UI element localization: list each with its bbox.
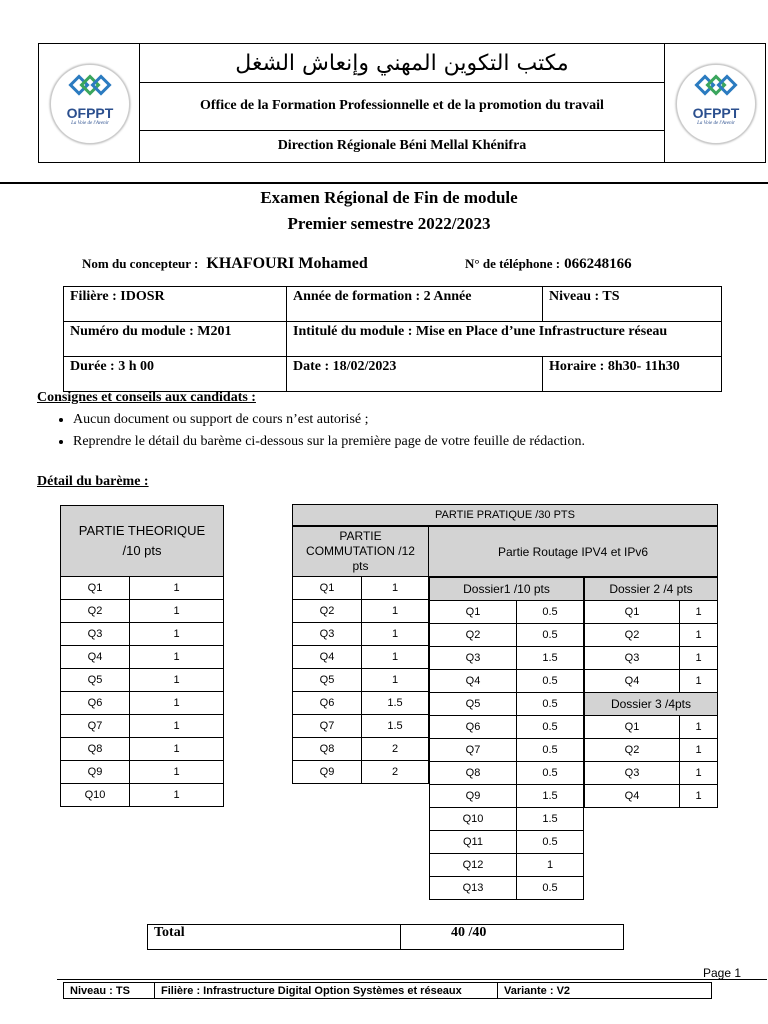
commutation-header: PARTIE COMMUTATION /12 pts: [293, 527, 429, 577]
points-cell: 0.5: [517, 670, 584, 693]
points-cell: 1.5: [517, 647, 584, 670]
footer-filiere: Filière : Infrastructure Digital Option Systèmes et réseaux: [155, 983, 498, 999]
theorique-table: [60, 505, 224, 807]
header-box: [38, 43, 766, 163]
question-cell: Q2: [430, 624, 517, 647]
question-cell: Q1: [61, 577, 130, 600]
total-value: 40 /40: [401, 925, 624, 950]
ofppt-logo-left: [50, 64, 130, 144]
question-cell: Q6: [293, 692, 362, 715]
question-cell: Q2: [585, 739, 680, 762]
logo-right-cell: [664, 44, 765, 162]
question-cell: Q1: [585, 601, 680, 624]
points-cell: 1.5: [517, 808, 584, 831]
table-row: [430, 670, 584, 693]
table-row: [61, 623, 224, 646]
question-cell: Q4: [430, 670, 517, 693]
consignes-list: [35, 409, 585, 453]
question-cell: Q11: [430, 831, 517, 854]
dossier1-header: Dossier1 /10 pts: [430, 578, 584, 601]
table-row: [61, 646, 224, 669]
table-row: [430, 854, 584, 877]
points-cell: 1: [130, 646, 224, 669]
separator-line: [0, 182, 768, 184]
table-row: [430, 693, 584, 716]
table-row: [430, 739, 584, 762]
question-cell: Q1: [293, 577, 362, 600]
consignes-title: Consignes et conseils aux candidats :: [37, 390, 256, 405]
bareme-title: Détail du barème :: [37, 474, 149, 489]
question-cell: Q8: [430, 762, 517, 785]
table-row: [585, 647, 718, 670]
table-row: [430, 808, 584, 831]
module-info-table: [63, 286, 722, 392]
question-cell: Q3: [585, 647, 680, 670]
points-cell: 1: [130, 761, 224, 784]
footer-table: [63, 982, 712, 999]
question-cell: Q1: [430, 601, 517, 624]
points-cell: 1.5: [362, 715, 429, 738]
table-row: [61, 692, 224, 715]
table-row: [430, 647, 584, 670]
points-cell: 0.5: [517, 762, 584, 785]
points-cell: 2: [362, 738, 429, 761]
table-row: [293, 738, 429, 761]
question-cell: Q2: [293, 600, 362, 623]
table-row: [585, 762, 718, 785]
points-cell: 1.5: [517, 785, 584, 808]
horaire-cell: Horaire : 8h30- 11h30: [543, 357, 722, 392]
arabic-title: مكتب التكوين المهني وإنعاش الشغل: [235, 50, 569, 76]
total-label: Total: [148, 925, 401, 950]
filiere-cell: Filière : IDOSR: [64, 287, 287, 322]
table-row: [61, 738, 224, 761]
table-row: [430, 877, 584, 900]
routage-header: Partie Routage IPV4 et IPv6: [429, 526, 718, 577]
points-cell: 1: [130, 784, 224, 807]
question-cell: Q3: [430, 647, 517, 670]
logo-tagline: La Voie de l'Avenir: [71, 121, 109, 126]
question-cell: Q5: [61, 669, 130, 692]
question-cell: Q13: [430, 877, 517, 900]
points-cell: 0.5: [517, 624, 584, 647]
table-row: [61, 600, 224, 623]
question-cell: Q7: [61, 715, 130, 738]
question-cell: Q6: [61, 692, 130, 715]
points-cell: 0.5: [517, 739, 584, 762]
table-row: [293, 646, 429, 669]
logo-tagline: La Voie de l'Avenir: [697, 121, 735, 126]
exam-semester: Premier semestre 2022/2023: [287, 214, 491, 233]
question-cell: Q7: [293, 715, 362, 738]
table-row: [61, 669, 224, 692]
points-cell: 1: [680, 624, 718, 647]
question-cell: Q3: [61, 623, 130, 646]
question-cell: Q8: [293, 738, 362, 761]
table-row: [430, 831, 584, 854]
theorique-header: PARTIE THEORIQUE /10 pts: [61, 506, 224, 577]
logo-text: OFPPT: [66, 105, 114, 121]
office-name: Office de la Formation Professionnelle et de la promotion du travail: [200, 98, 604, 113]
question-cell: Q7: [430, 739, 517, 762]
ofppt-emblem-icon: [51, 69, 129, 109]
points-cell: 0.5: [517, 877, 584, 900]
points-cell: 1: [680, 647, 718, 670]
table-row: [585, 624, 718, 647]
designer-line: [82, 255, 368, 273]
table-row: [293, 623, 429, 646]
ofppt-emblem-icon: [677, 69, 755, 109]
pratique-header: PARTIE PRATIQUE /30 PTS: [292, 504, 718, 526]
total-table: [147, 924, 624, 950]
question-cell: Q8: [61, 738, 130, 761]
numero-cell: Numéro du module : M201: [64, 322, 287, 357]
dossier2-header: Dossier 2 /4 pts: [585, 578, 718, 601]
ofppt-logo-right: [676, 64, 756, 144]
dossier1-table: [429, 577, 584, 900]
points-cell: 1: [130, 600, 224, 623]
designer-label: Nom du concepteur :: [82, 256, 199, 271]
points-cell: 1: [130, 715, 224, 738]
dossier2-table: [584, 577, 718, 808]
question-cell: Q10: [61, 784, 130, 807]
question-cell: Q5: [293, 669, 362, 692]
points-cell: 0.5: [517, 693, 584, 716]
direction-row: [139, 130, 665, 162]
question-cell: Q3: [293, 623, 362, 646]
points-cell: 1: [130, 738, 224, 761]
office-row: [139, 82, 665, 131]
table-row: [430, 716, 584, 739]
date-cell: Date : 18/02/2023: [287, 357, 543, 392]
table-row: [293, 692, 429, 715]
question-cell: Q6: [430, 716, 517, 739]
points-cell: 1: [680, 739, 718, 762]
intitule-cell: Intitulé du module : Mise en Place d’une Infrastructure réseau: [287, 322, 722, 357]
question-cell: Q9: [430, 785, 517, 808]
table-row: [585, 601, 718, 624]
table-row: [293, 577, 429, 600]
footer-variante: Variante : V2: [498, 983, 712, 999]
logo-text: OFPPT: [692, 105, 740, 121]
points-cell: 1: [362, 646, 429, 669]
logo-left-cell: [39, 44, 140, 162]
table-row: [585, 670, 718, 693]
question-cell: Q2: [61, 600, 130, 623]
points-cell: 0.5: [517, 601, 584, 624]
question-cell: Q1: [585, 716, 680, 739]
points-cell: 0.5: [517, 716, 584, 739]
table-row: [585, 739, 718, 762]
points-cell: 0.5: [517, 831, 584, 854]
points-cell: 1.5: [362, 692, 429, 715]
table-row: [293, 600, 429, 623]
dossier3-header: Dossier 3 /4pts: [585, 693, 718, 716]
points-cell: 1: [362, 669, 429, 692]
table-row: [293, 669, 429, 692]
question-cell: Q2: [585, 624, 680, 647]
points-cell: 2: [362, 761, 429, 784]
points-cell: 1: [130, 669, 224, 692]
question-cell: Q9: [61, 761, 130, 784]
points-cell: 1: [362, 623, 429, 646]
table-row: [430, 601, 584, 624]
commutation-table: [292, 526, 429, 784]
table-row: [430, 785, 584, 808]
question-cell: Q9: [293, 761, 362, 784]
table-row: [430, 762, 584, 785]
footer-niveau: Niveau : TS: [64, 983, 155, 999]
duree-cell: Durée : 3 h 00: [64, 357, 287, 392]
phone-line: [465, 255, 632, 273]
table-row: [61, 715, 224, 738]
question-cell: Q4: [61, 646, 130, 669]
table-row: [585, 716, 718, 739]
question-cell: Q3: [585, 762, 680, 785]
designer-name: KHAFOURI Mohamed: [206, 255, 368, 272]
table-row: [61, 761, 224, 784]
phone-number: 066248166: [564, 256, 632, 272]
direction-name: Direction Régionale Béni Mellal Khénifra: [277, 138, 527, 153]
question-cell: Q10: [430, 808, 517, 831]
question-cell: Q4: [585, 785, 680, 808]
table-row: [293, 715, 429, 738]
table-row: [61, 577, 224, 600]
points-cell: 1: [362, 577, 429, 600]
question-cell: Q4: [585, 670, 680, 693]
table-row: [293, 761, 429, 784]
points-cell: 1: [680, 670, 718, 693]
table-row: [61, 784, 224, 807]
table-row: [430, 624, 584, 647]
consigne-item: • Aucun document ou support de cours n’est autorisé ;: [73, 409, 585, 431]
arabic-title-row: [139, 44, 665, 83]
points-cell: 1: [680, 762, 718, 785]
points-cell: 1: [130, 623, 224, 646]
points-cell: 1: [517, 854, 584, 877]
consigne-item: • Reprendre le détail du barème ci-dessous sur la première page de votre feuille de rédaction.: [73, 431, 585, 453]
points-cell: 1: [680, 785, 718, 808]
question-cell: Q12: [430, 854, 517, 877]
points-cell: 1: [130, 577, 224, 600]
question-cell: Q5: [430, 693, 517, 716]
annee-cell: Année de formation : 2 Année: [287, 287, 543, 322]
niveau-cell: Niveau : TS: [543, 287, 722, 322]
points-cell: 1: [130, 692, 224, 715]
table-row: [585, 785, 718, 808]
footer-line: [57, 979, 767, 980]
points-cell: 1: [362, 600, 429, 623]
page-number: Page 1: [703, 966, 742, 980]
phone-label: N° de téléphone :: [465, 256, 561, 271]
exam-title: Examen Régional de Fin de module: [260, 188, 518, 207]
points-cell: 1: [680, 601, 718, 624]
points-cell: 1: [680, 716, 718, 739]
question-cell: Q4: [293, 646, 362, 669]
